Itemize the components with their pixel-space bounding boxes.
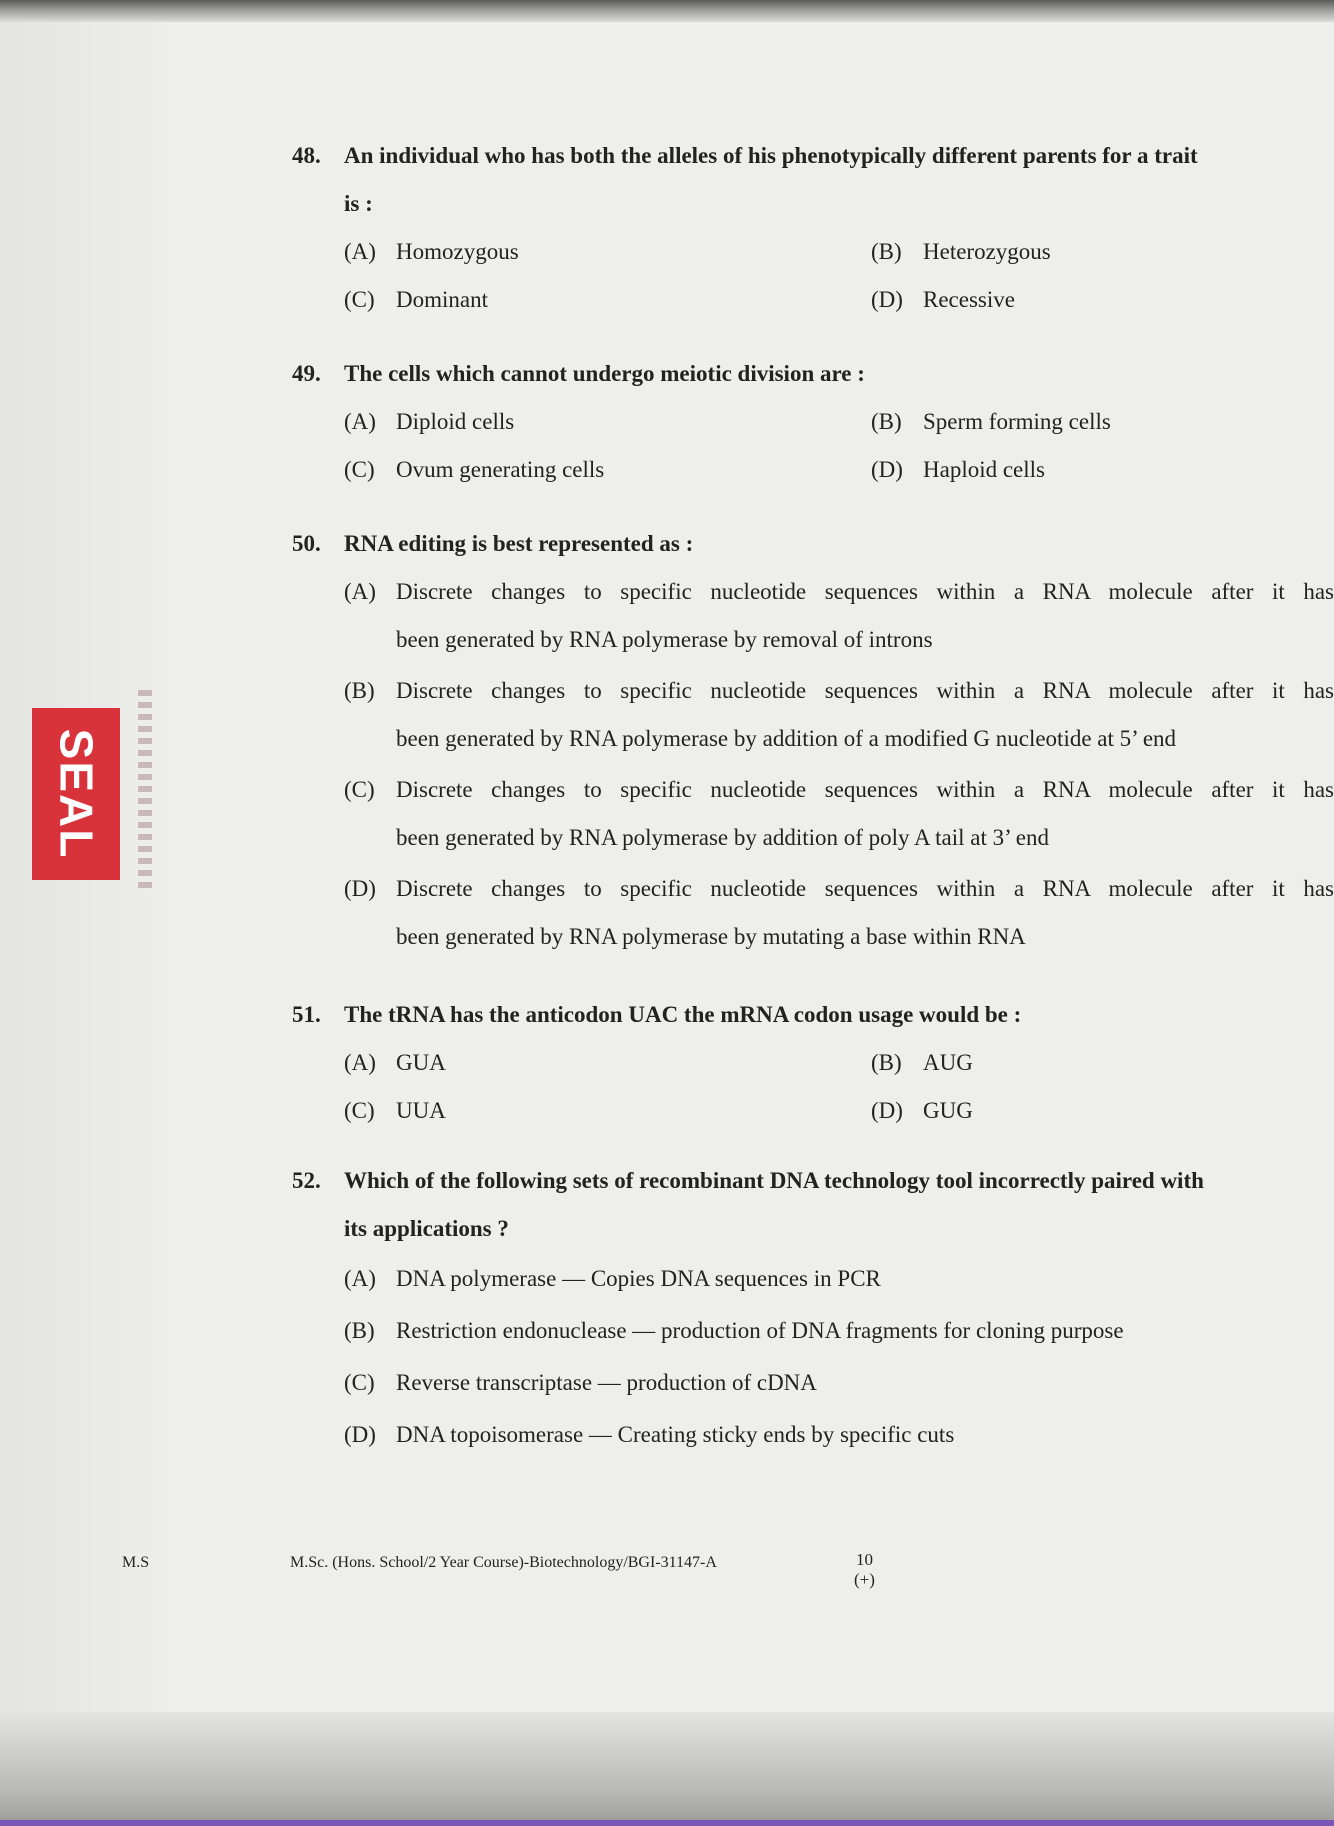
option-a: (A) GUA [344, 1050, 446, 1075]
question-text: The cells which cannot undergo meiotic division are : [344, 361, 865, 386]
option-b: (B) Restriction endonuclease — production of DNA fragments for cloning purpose [344, 1318, 1124, 1343]
question-text: RNA editing is best represented as : [344, 531, 694, 556]
footer-course: M.Sc. (Hons. School/2 Year Course)-Biotechnology/BGI-31147-A [290, 1554, 717, 1571]
option-b-continued: been generated by RNA polymerase by addition of a modified G nucleotide at 5’ end [396, 726, 1177, 751]
option-b: (B) Discrete changes to specific nucleotide sequences within a RNA molecule after it has [344, 678, 1334, 703]
option-d: (D) Discrete changes to specific nucleotide sequences within a RNA molecule after it has [344, 876, 1334, 901]
option-d: (D) DNA topoisomerase — Creating sticky ends by specific cuts [344, 1422, 955, 1447]
option-a-continued: been generated by RNA polymerase by removal of introns [396, 627, 933, 652]
question-text: Which of the following sets of recombinant DNA technology tool incorrectly paired with [344, 1168, 1204, 1193]
option-a: (A) Homozygous [344, 239, 519, 264]
question-50 [292, 520, 1334, 961]
left-page-shadow [0, 0, 175, 1826]
option-d: (D) Recessive [871, 287, 1015, 312]
question-number: 49. [292, 361, 321, 386]
footer-left-code: M.S [122, 1554, 150, 1571]
question-text: The tRNA has the anticodon UAC the mRNA codon usage would be : [344, 1002, 1022, 1027]
seal-perforation [138, 690, 152, 890]
question-51 [292, 991, 1334, 1135]
option-c: (C) Dominant [344, 287, 488, 312]
option-c: (C) Discrete changes to specific nucleotide sequences within a RNA molecule after it has [344, 777, 1334, 802]
option-d-continued: been generated by RNA polymerase by mutating a base within RNA [396, 924, 1026, 949]
seal-stamp [32, 708, 120, 880]
page-number [854, 1550, 875, 1590]
question-text: An individual who has both the alleles of his phenotypically different parents for a trait [344, 143, 1198, 168]
option-c: (C) UUA [344, 1098, 446, 1123]
option-d: (D) Haploid cells [871, 457, 1045, 482]
question-text-continued: its applications ? [344, 1216, 509, 1241]
question-number: 51. [292, 1002, 321, 1027]
question-48 [292, 132, 1334, 324]
seal-text: SEAL [50, 728, 102, 860]
option-c-continued: been generated by RNA polymerase by addition of poly A tail at 3’ end [396, 825, 1049, 850]
option-d: (D) GUG [871, 1098, 973, 1123]
option-c: (C) Ovum generating cells [344, 457, 605, 482]
option-a: (A) Diploid cells [344, 409, 515, 434]
question-number: 48. [292, 143, 321, 168]
option-a: (A) DNA polymerase — Copies DNA sequences in PCR [344, 1266, 881, 1291]
page-number-value: 10 [855, 1550, 873, 1569]
page-mark: (+) [854, 1570, 875, 1589]
option-b: (B) AUG [871, 1050, 973, 1075]
top-scan-edge [0, 0, 1334, 22]
option-b: (B) Sperm forming cells [871, 409, 1111, 434]
option-c: (C) Reverse transcriptase — production of cDNA [344, 1370, 817, 1395]
option-b: (B) Heterozygous [871, 239, 1051, 264]
option-a: (A) Discrete changes to specific nucleotide sequences within a RNA molecule after it has [344, 579, 1334, 604]
question-number: 52. [292, 1168, 321, 1193]
question-text-continued: is : [344, 191, 373, 216]
question-number: 50. [292, 531, 321, 556]
question-52 [292, 1157, 1334, 1461]
question-49 [292, 350, 1334, 494]
bottom-border-strip [0, 1820, 1334, 1826]
bottom-scan-edge [0, 1712, 1334, 1826]
